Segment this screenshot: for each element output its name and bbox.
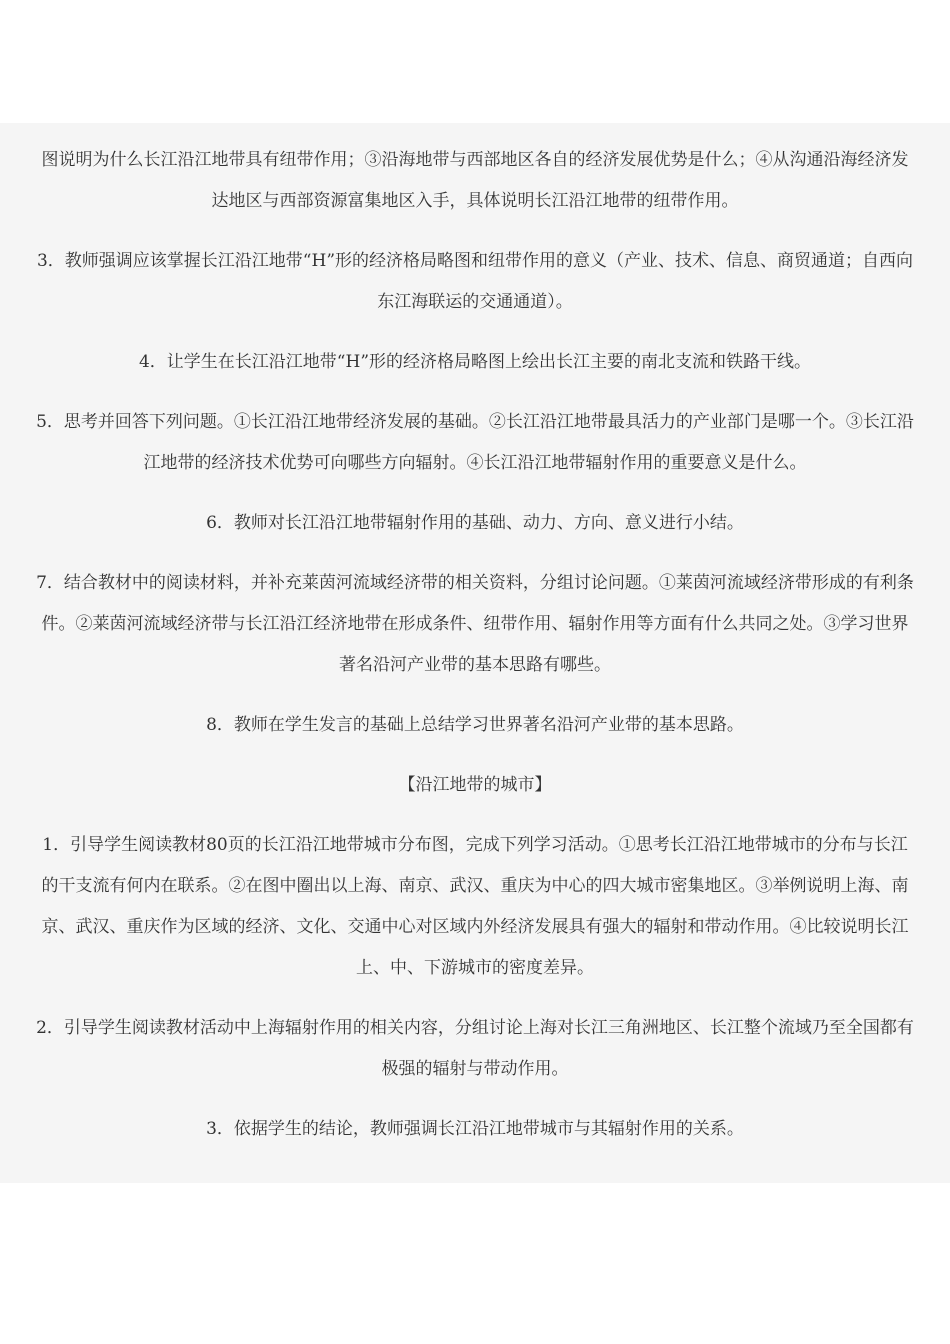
section-heading: 【沿江地带的城市】 (398, 775, 552, 795)
paragraph: 6．教师对长江沿江地带辐射作用的基础、动力、方向、意义进行小结。 (206, 513, 744, 533)
paragraph: 8．教师在学生发言的基础上总结学习世界著名沿河产业带的基本思路。 (206, 715, 744, 735)
paragraph: 4．让学生在长江沿江地带“H”形的经济格局略图上绘出长江主要的南北支流和铁路干线。 (138, 352, 812, 372)
paragraph: 图说明为什么长江沿江地带具有纽带作用；③沿海地带与西部地区各自的经济发展优势是什么；④从沟通沿海经济发达地区与西部资源富集地区入手，具体说明长江沿江地带的纽带作用。 (41, 150, 909, 211)
paragraph: 2．引导学生阅读教材活动中上海辐射作用的相关内容，分组讨论上海对长江三角洲地区、长江整个流域乃至全国都有极强的辐射与带动作用。 (36, 1018, 914, 1079)
paragraph: 5．思考并回答下列问题。①长江沿江地带经济发展的基础。②长江沿江地带最具活力的产业部门是哪一个。③长江沿江地带的经济技术优势可向哪些方向辐射。④长江沿江地带辐射作用的重要意义是什么。 (36, 412, 914, 473)
paragraph: 3．依据学生的结论，教师强调长江沿江地带城市与其辐射作用的关系。 (206, 1119, 744, 1139)
document-body (36, 140, 914, 1169)
paragraph: 3．教师强调应该掌握长江沿江地带“H”形的经济格局略图和纽带作用的意义（产业、技术、信息、商贸通道；自西向东江海联运的交通通道）。 (36, 251, 914, 312)
paragraph: 1．引导学生阅读教材80页的长江沿江地带城市分布图，完成下列学习活动。①思考长江沿江地带城市的分布与长江的干支流有何内在联系。②在图中圈出以上海、南京、武汉、重庆为中心的四大城市密集地区。③举例说明上海、南京、武汉、重庆作为区域的经济、文化、交通中心对区域内外经济发展具有强大的辐射和带动作用。④比较说明长江上、中、下游城市的密度差异。 (41, 835, 909, 978)
paragraph: 7．结合教材中的阅读材料，并补充莱茵河流域经济带的相关资料，分组讨论问题。①莱茵河流域经济带形成的有利条件。②莱茵河流域经济带与长江沿江经济地带在形成条件、纽带作用、辐射作用等方面有什么共同之处。③学习世界著名沿河产业带的基本思路有哪些。 (36, 573, 914, 675)
